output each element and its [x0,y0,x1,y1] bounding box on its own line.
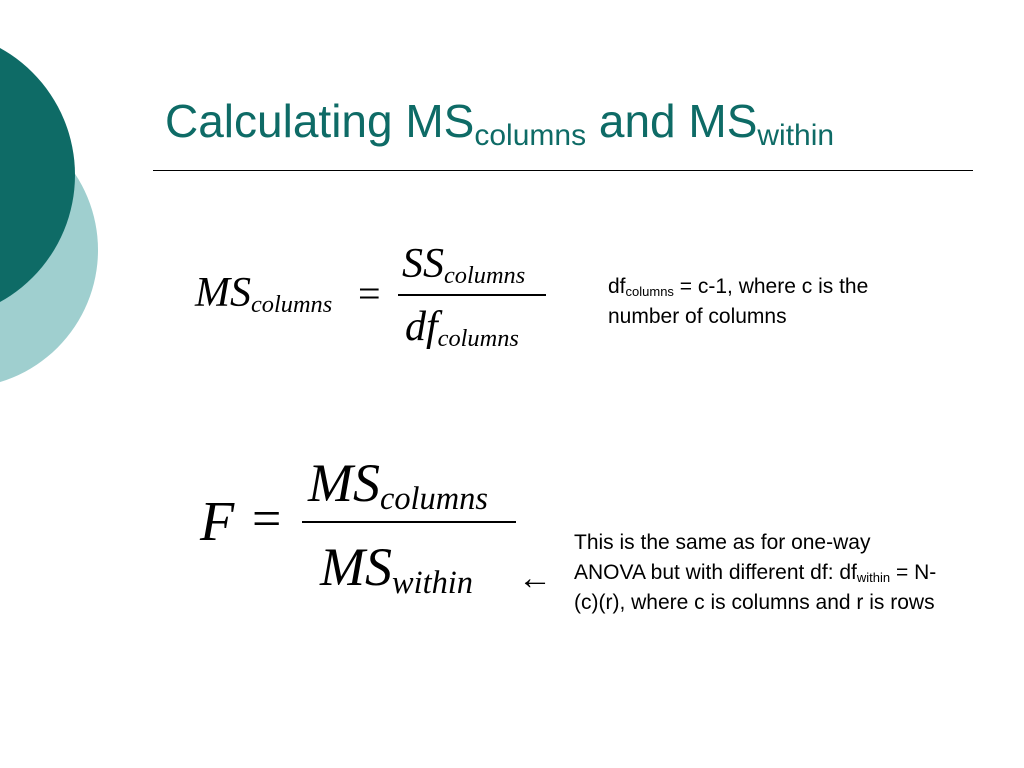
formula1-fraction-bar [398,294,546,296]
slide-title: Calculating $MS_{columns}$ and $MS_{within}$ [165,95,835,152]
formula1-numerator: SScolumns [402,241,526,290]
left-arrow-icon: ← [518,560,552,597]
formula2-numerator: MScolumns [308,453,488,518]
formula2-denominator: MSwithin [320,537,473,602]
note-df-within: This is the same as for one-way ANOVA but with different df: $df_{within} = N-(c)(r)$, where c is columns and r is rows [574,531,937,614]
note-df-columns: $df_{columns} = c-1$, where c is the number of columns [608,275,869,328]
decorative-circles [0,0,110,400]
formula2-lhs: F [200,491,235,553]
formula1-equals: = [358,271,381,316]
formula1-lhs: MScolumns [195,270,333,319]
formula2-equals: = [252,491,282,548]
formula2-fraction-bar [302,521,516,523]
formula1-denominator: dfcolumns [405,304,519,353]
title-divider [153,170,973,171]
